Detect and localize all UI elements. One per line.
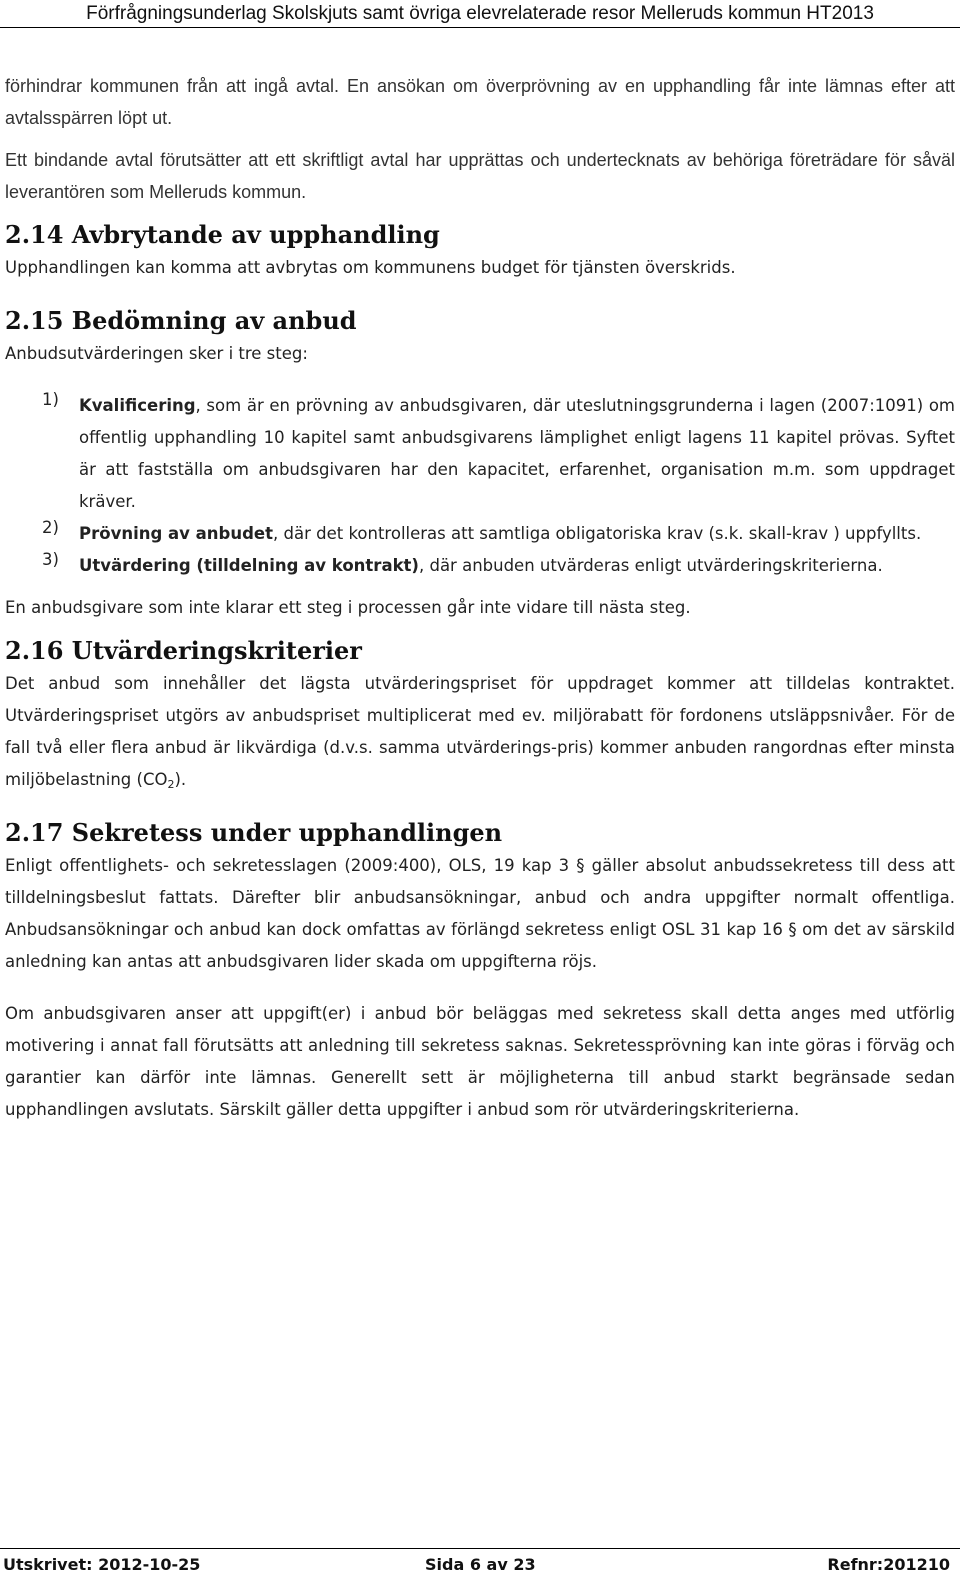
section-heading-2-15: 2.15 Bedömning av anbud [5, 306, 357, 335]
intro-paragraph-1: förhindrar kommunen från att ingå avtal. En ansökan om överprövning av en upphandling får inte lämnas efter att avtalsspärren löpt ut. [5, 76, 955, 128]
section-heading-2-14: 2.14 Avbrytande av upphandling [5, 220, 440, 249]
list-item [5, 518, 955, 550]
list-item-number: 1) [42, 390, 59, 409]
list-item-bold: Prövning av anbudet [79, 524, 273, 543]
section-heading-2-17: 2.17 Sekretess under upphandlingen [5, 818, 503, 847]
list-item-text: , där det kontrolleras att samtliga obligatoriska krav (s.k. skall-krav ) uppfyllts. [273, 524, 922, 543]
list-item-number: 3) [42, 550, 59, 569]
list-item-text: , som är en prövning av anbudsgivaren, där uteslutningsgrunderna i lagen (2007:1091) om offentlig upphandling 10 kapitel samt anbudsgivarens lämplighet enligt lagens 11 kapitel prövas. Syftet är att fastställa om anbudsgivaren har den kapacitet, erfarenhet, organisation m.m. som uppdraget kräver. [79, 396, 955, 511]
reference-number: Refnr:201210 [827, 1555, 950, 1574]
printed-date: Utskrivet: 2012-10-25 [3, 1555, 201, 1574]
list-item-bold: Kvalificering [79, 396, 196, 415]
page-number: Sida 6 av 23 [425, 1555, 536, 1574]
list-item-bold: Utvärdering (tilldelning av kontrakt) [79, 556, 419, 575]
page-footer [0, 1548, 960, 1586]
document-title: Förfrågningsunderlag Skolskjuts samt övriga elevrelaterade resor Melleruds kommun HT2013 [86, 3, 874, 24]
list-item-text: , där anbuden utvärderas enligt utvärderingskriterierna. [418, 556, 883, 575]
page-header [0, 0, 960, 28]
section-2-17-paragraph-1: Enligt offentlighets- och sekretesslagen (2009:400), OLS, 19 kap 3 § gäller absolut anbudssekretess till dess att tilldelningsbeslut fattats. Därefter blir anbudsansökningar, anbud och andra uppgifter normalt offentliga. Anbudsansökningar och anbud kan dock omfattas av förlängd sekretess enligt OSL 31 kap 16 § om det av särskild anledning kan antas att anbudsgivaren lider skada om uppgifterna röjs. [5, 856, 955, 971]
section-2-16-paragraph: Det anbud som innehåller det lägsta utvärderingspriset för uppdraget kommer att tilldelas kontraktet. Utvärderingspriset utgörs av anbudspriset multiplicerat med ev. miljörabatt för fordonens utsläppsnivåer. För de fall två eller flera anbud är likvärdiga (d.v.s. samma utvärderings-pris) kommer anbuden rangordnas efter minsta miljöbelastning $(CO_2)$. [5, 674, 955, 791]
list-item [5, 390, 955, 518]
list-item-number: 2) [42, 518, 59, 537]
list-item [5, 550, 955, 582]
section-heading-2-16: 2.16 Utvärderingskriterier [5, 636, 362, 665]
document-body [5, 70, 955, 1126]
evaluation-steps-list [5, 390, 955, 582]
section-2-15-closing: En anbudsgivare som inte klarar ett steg i processen går inte vidare till nästa steg. [5, 598, 691, 617]
section-2-15-intro: Anbudsutvärderingen sker i tre steg: [5, 344, 308, 363]
intro-paragraph-2: Ett bindande avtal förutsätter att ett skriftligt avtal har upprättas och undertecknats av behöriga företrädare för såväl leverantören som Melleruds kommun. [5, 150, 955, 202]
section-2-14-paragraph: Upphandlingen kan komma att avbrytas om kommunens budget för tjänsten överskrids. [5, 258, 736, 277]
section-2-17-paragraph-2: Om anbudsgivaren anser att uppgift(er) i anbud bör beläggas med sekretess skall detta anges med utförlig motivering i annat fall förutsätts att anledning till sekretess saknas. Sekretessprövning kan inte göras i förväg och garantier kan därför inte lämnas. Generellt sett är möjligheterna till anbud starkt begränsade sedan upphandlingen avslutats. Särskilt gäller detta uppgifter i anbud som rör utvärderingskriterierna. [5, 1004, 955, 1119]
